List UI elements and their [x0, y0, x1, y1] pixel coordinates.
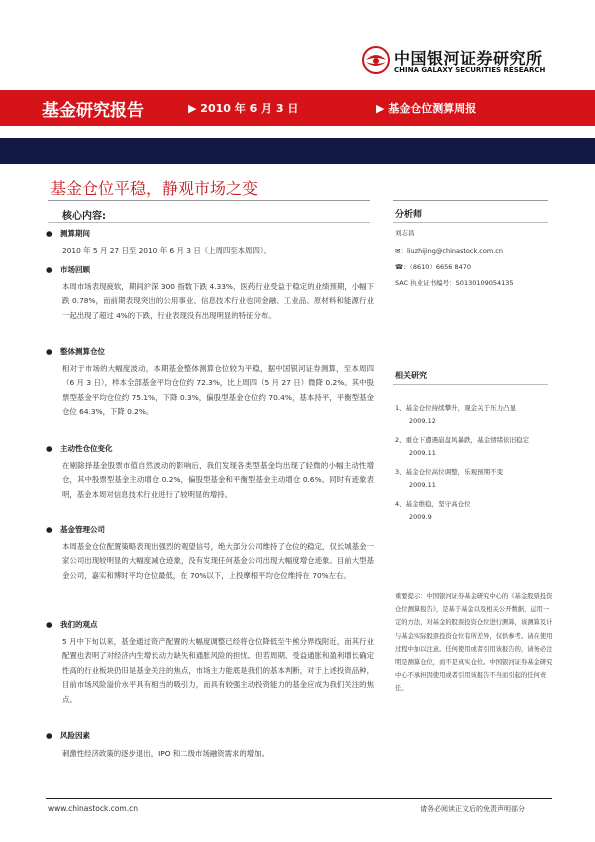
- footer-disclaimer: 请务必阅读正文后的免责声明部分: [420, 805, 525, 813]
- navy-divider-band: [0, 138, 595, 164]
- related-item[interactable]: [395, 434, 555, 460]
- report-series: ▶ 基金仓位测算周报: [376, 102, 477, 115]
- footer-divider: [46, 798, 552, 799]
- related-divider: [393, 384, 548, 385]
- related-item[interactable]: [395, 498, 555, 524]
- title-divider: [48, 200, 370, 201]
- analyst-name: 刘志昌: [395, 229, 415, 237]
- analyst-email[interactable]: ✉：liuzhijing@chinastock.com.cn: [395, 247, 503, 255]
- galaxy-logo-icon: [362, 46, 390, 74]
- page-title: 基金仓位平稳，静观市场之变: [50, 179, 259, 198]
- related-item[interactable]: [395, 466, 555, 492]
- sidebar-divider: [393, 200, 548, 201]
- analyst-phone: ☎：（8610）6656 8470: [395, 263, 472, 271]
- brand-name-cn: 中国银河证券研究所: [394, 49, 543, 68]
- section-heading: ● 测算期间: [46, 229, 90, 238]
- section-body: 在剔除择基金股票市值自然波动的影响后，我们发现各类型基金均出现了轻微的小幅主动性增仓，其中股票型基金主动增仓 0.2%，偏股型基金和平衡型基金主动增仓 0.6%。同时有迹象表明，基金本周对信息技术行业进行了较明显的增持。: [62, 461, 374, 499]
- related-item-date: 2009.11: [409, 481, 436, 489]
- report-header-band: [0, 90, 595, 126]
- section-heading: ● 主动性仓位变化: [46, 444, 113, 453]
- section-body: 本周市场表现疲软，期间沪深 300 指数下跌 4.33%，医药行业受益于稳定的业绩预期，小幅下跌 0.78%，而前期表现突出的公用事业、信息技术行业也同金融、工业品、原材料和能源行业一起出现了超过 4%的下跌，行业表现没有出现明显的特征分布。: [62, 282, 374, 320]
- analyst-divider: [393, 222, 548, 223]
- core-divider: [48, 222, 370, 223]
- related-item[interactable]: [395, 402, 555, 428]
- related-item-title: 1、基金仓位持续攀升，观金关于压力凸显: [395, 404, 517, 412]
- brand-name-en: CHINA GALAXY SECURITIES RESEARCH: [394, 66, 546, 74]
- section-heading: ● 我们的观点: [46, 620, 98, 629]
- section-body: 本周基金仓位配置策略表现出强烈的观望信号，绝大部分公司维持了仓位的稳定，仅长城基金一家公司出现较明显的大幅度减仓迹象，没有发现任何基金公司出现大幅度增仓迹象。目前大型基金公司，嘉实和博时平均仓位最低，在 70%以下，上投摩根平均仓位维持在 70%左右。: [62, 542, 374, 580]
- related-item-title: 4、基金维稳，坚守高仓位: [395, 500, 471, 508]
- section-heading: ● 基金管理公司: [46, 525, 105, 534]
- core-content-label: 核心内容:: [62, 211, 106, 222]
- section-body: 5 月中下旬以来，基金通过资产配置的大幅度调整已经将仓位降低至牛熊分界线附近，而其行业配置也表明了对经济内生增长动力缺失和通胀风险的担忧。但若周期、受益通胀和盈利增长确定性高的行业板块仍旧是基金关注的焦点，市场主力能底是我们的基本判断，对于上述投资品种，目前市场风险溢价水平具有相当的吸引力，而具有较强主动投资能力的基金应成为我们关注的焦点。: [62, 637, 374, 704]
- related-item-date: 2009.12: [409, 417, 436, 425]
- section-heading: ● 风险因素: [46, 731, 90, 740]
- footer-url[interactable]: www.chinastock.com.cn: [48, 804, 138, 813]
- section-heading: ● 市场回顾: [46, 265, 90, 274]
- related-item-date: 2009.9: [409, 513, 432, 521]
- related-research-label: 相关研究: [395, 371, 427, 380]
- section-heading: ● 整体测算仓位: [46, 347, 105, 356]
- section-body: 2010 年 5 月 27 日至 2010 年 6 月 3 日（上周四至本周四）。: [62, 246, 271, 255]
- related-item-date: 2009.11: [409, 449, 436, 457]
- report-type-title: 基金研究报告: [42, 101, 144, 121]
- related-item-title: 2、重仓下遭遇崩盘风暴跌，基金情绪依旧稳定: [395, 436, 530, 444]
- related-item-title: 3、基金仓位高位调整，乐观预期不变: [395, 468, 504, 476]
- important-notice: 重要提示：中国银河证券基金研究中心的《基金股票投资仓位测算报告》，是基于基金以及相关公开数据，运用一定的方法，对基金的股票投资仓位进行测算，该测算及计与基金实际股票投资仓位有所差异，仅供参考。请在使用过程中加以注意。任何使用或者引用该报告的，请务必注明是测算仓位，而不是真实仓位。中国银河证券基金研究中心不承担因使用或者引用该报告不当而引起的任何责任。: [395, 593, 553, 693]
- analyst-license: SAC 执业证书编号：S0130109054135: [395, 279, 514, 287]
- report-date: ▶ 2010 年 6 月 3 日: [188, 102, 299, 115]
- section-body: 刺激性经济政策的逐步退出，IPO 和二级市场融资需求的增加。: [62, 749, 269, 758]
- brand-logo: [362, 44, 562, 80]
- section-body: 相对于市场的大幅度波动，本期基金整体测算仓位较为平稳，据中国银河证券测算，至本周四（6 月 3 日），样本全部基金平均仓位约 72.3%，比上周四（5 月 27 日）微降 0.2%。其中股票型基金平均仓位约 75.1%，下降 0.3%，偏股型基金仓位约 70.4%，基本持平，平衡型基金仓位 64.3%，下降 0.2%。: [62, 364, 374, 417]
- analyst-label: 分析师: [395, 210, 423, 220]
